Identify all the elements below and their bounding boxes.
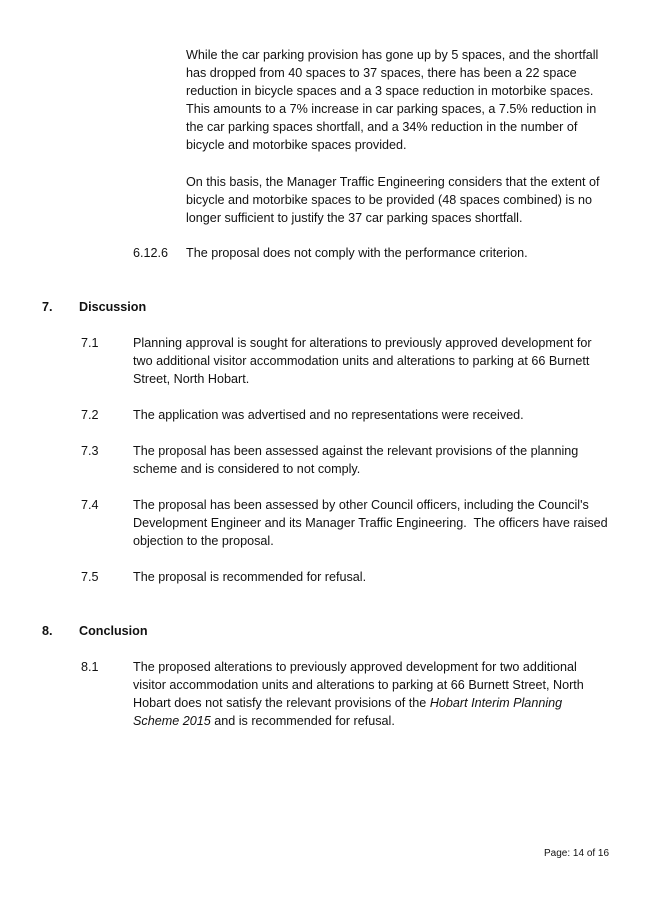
item-number-7-2: 7.2 bbox=[81, 408, 99, 422]
planning-scheme-title: Hobart Interim Planning Scheme 2015 bbox=[133, 696, 563, 728]
continued-paragraph-parking-provision: While the car parking provision has gone up by 5 spaces, and the shortfall has dropped from 40 spaces to 37 spaces, there has been a 22 space reduction in bicycle spaces and a 3 space reduction in motorbike spaces. This amounts to a 7% increase in car parking spaces, a 7.5% reduction in the car parking spaces shortfall, and a 34% reduction in the number of bicycle and motorbike spaces provided. bbox=[186, 48, 599, 152]
item-number-7-1: 7.1 bbox=[81, 336, 99, 350]
item-number-7-5: 7.5 bbox=[81, 570, 99, 584]
item-text-7-5: The proposal is recommended for refusal. bbox=[133, 570, 367, 584]
item-number-7-3: 7.3 bbox=[81, 444, 99, 458]
continued-paragraph-traffic-engineering: On this basis, the Manager Traffic Engineering considers that the extent of bicycle and motorbike spaces to be provided (48 spaces combined) is no longer sufficient to justify the 37 car parking spaces shortfall. bbox=[186, 175, 600, 225]
item-number-7-4: 7.4 bbox=[81, 498, 99, 512]
item-text-7-4: The proposal has been assessed by other Council officers, including the Council's Development Engineer and its Manager Traffic Engineering. The officers have raised objection to the proposal. bbox=[133, 498, 612, 548]
section-7-heading: Discussion bbox=[79, 300, 147, 314]
item-text-7-1: Planning approval is sought for alterations to previously approved development for two additional visitor accommodation units and alterations to parking at 66 Burnett Street, North Hobart. bbox=[133, 336, 592, 386]
item-number-6-12-6: 6.12.6 bbox=[133, 246, 169, 260]
page-number: Page: 14 of 16 bbox=[544, 848, 610, 859]
item-text-7-2: The application was advertised and no representations were received. bbox=[133, 408, 524, 422]
item-text-6-12-6: The proposal does not comply with the performance criterion. bbox=[186, 246, 528, 260]
section-8-heading: Conclusion bbox=[79, 624, 148, 638]
item-text-8-1-part-2: and is recommended for refusal. bbox=[210, 714, 395, 728]
item-text-7-3: The proposal has been assessed against the relevant provisions of the planning scheme and is considered to not comply. bbox=[133, 444, 579, 476]
item-text-8-1 bbox=[133, 658, 608, 730]
item-text-8-1-part-1: The proposed alterations to previously approved development for two additional visitor accommodation units and alterations to parking at 66 Burnett Street, North Hobart does not satisfy the relevant provisions of the bbox=[133, 660, 584, 710]
item-number-8-1: 8.1 bbox=[81, 660, 99, 674]
section-7-number: 7. bbox=[42, 300, 53, 314]
section-8-number: 8. bbox=[42, 624, 53, 638]
